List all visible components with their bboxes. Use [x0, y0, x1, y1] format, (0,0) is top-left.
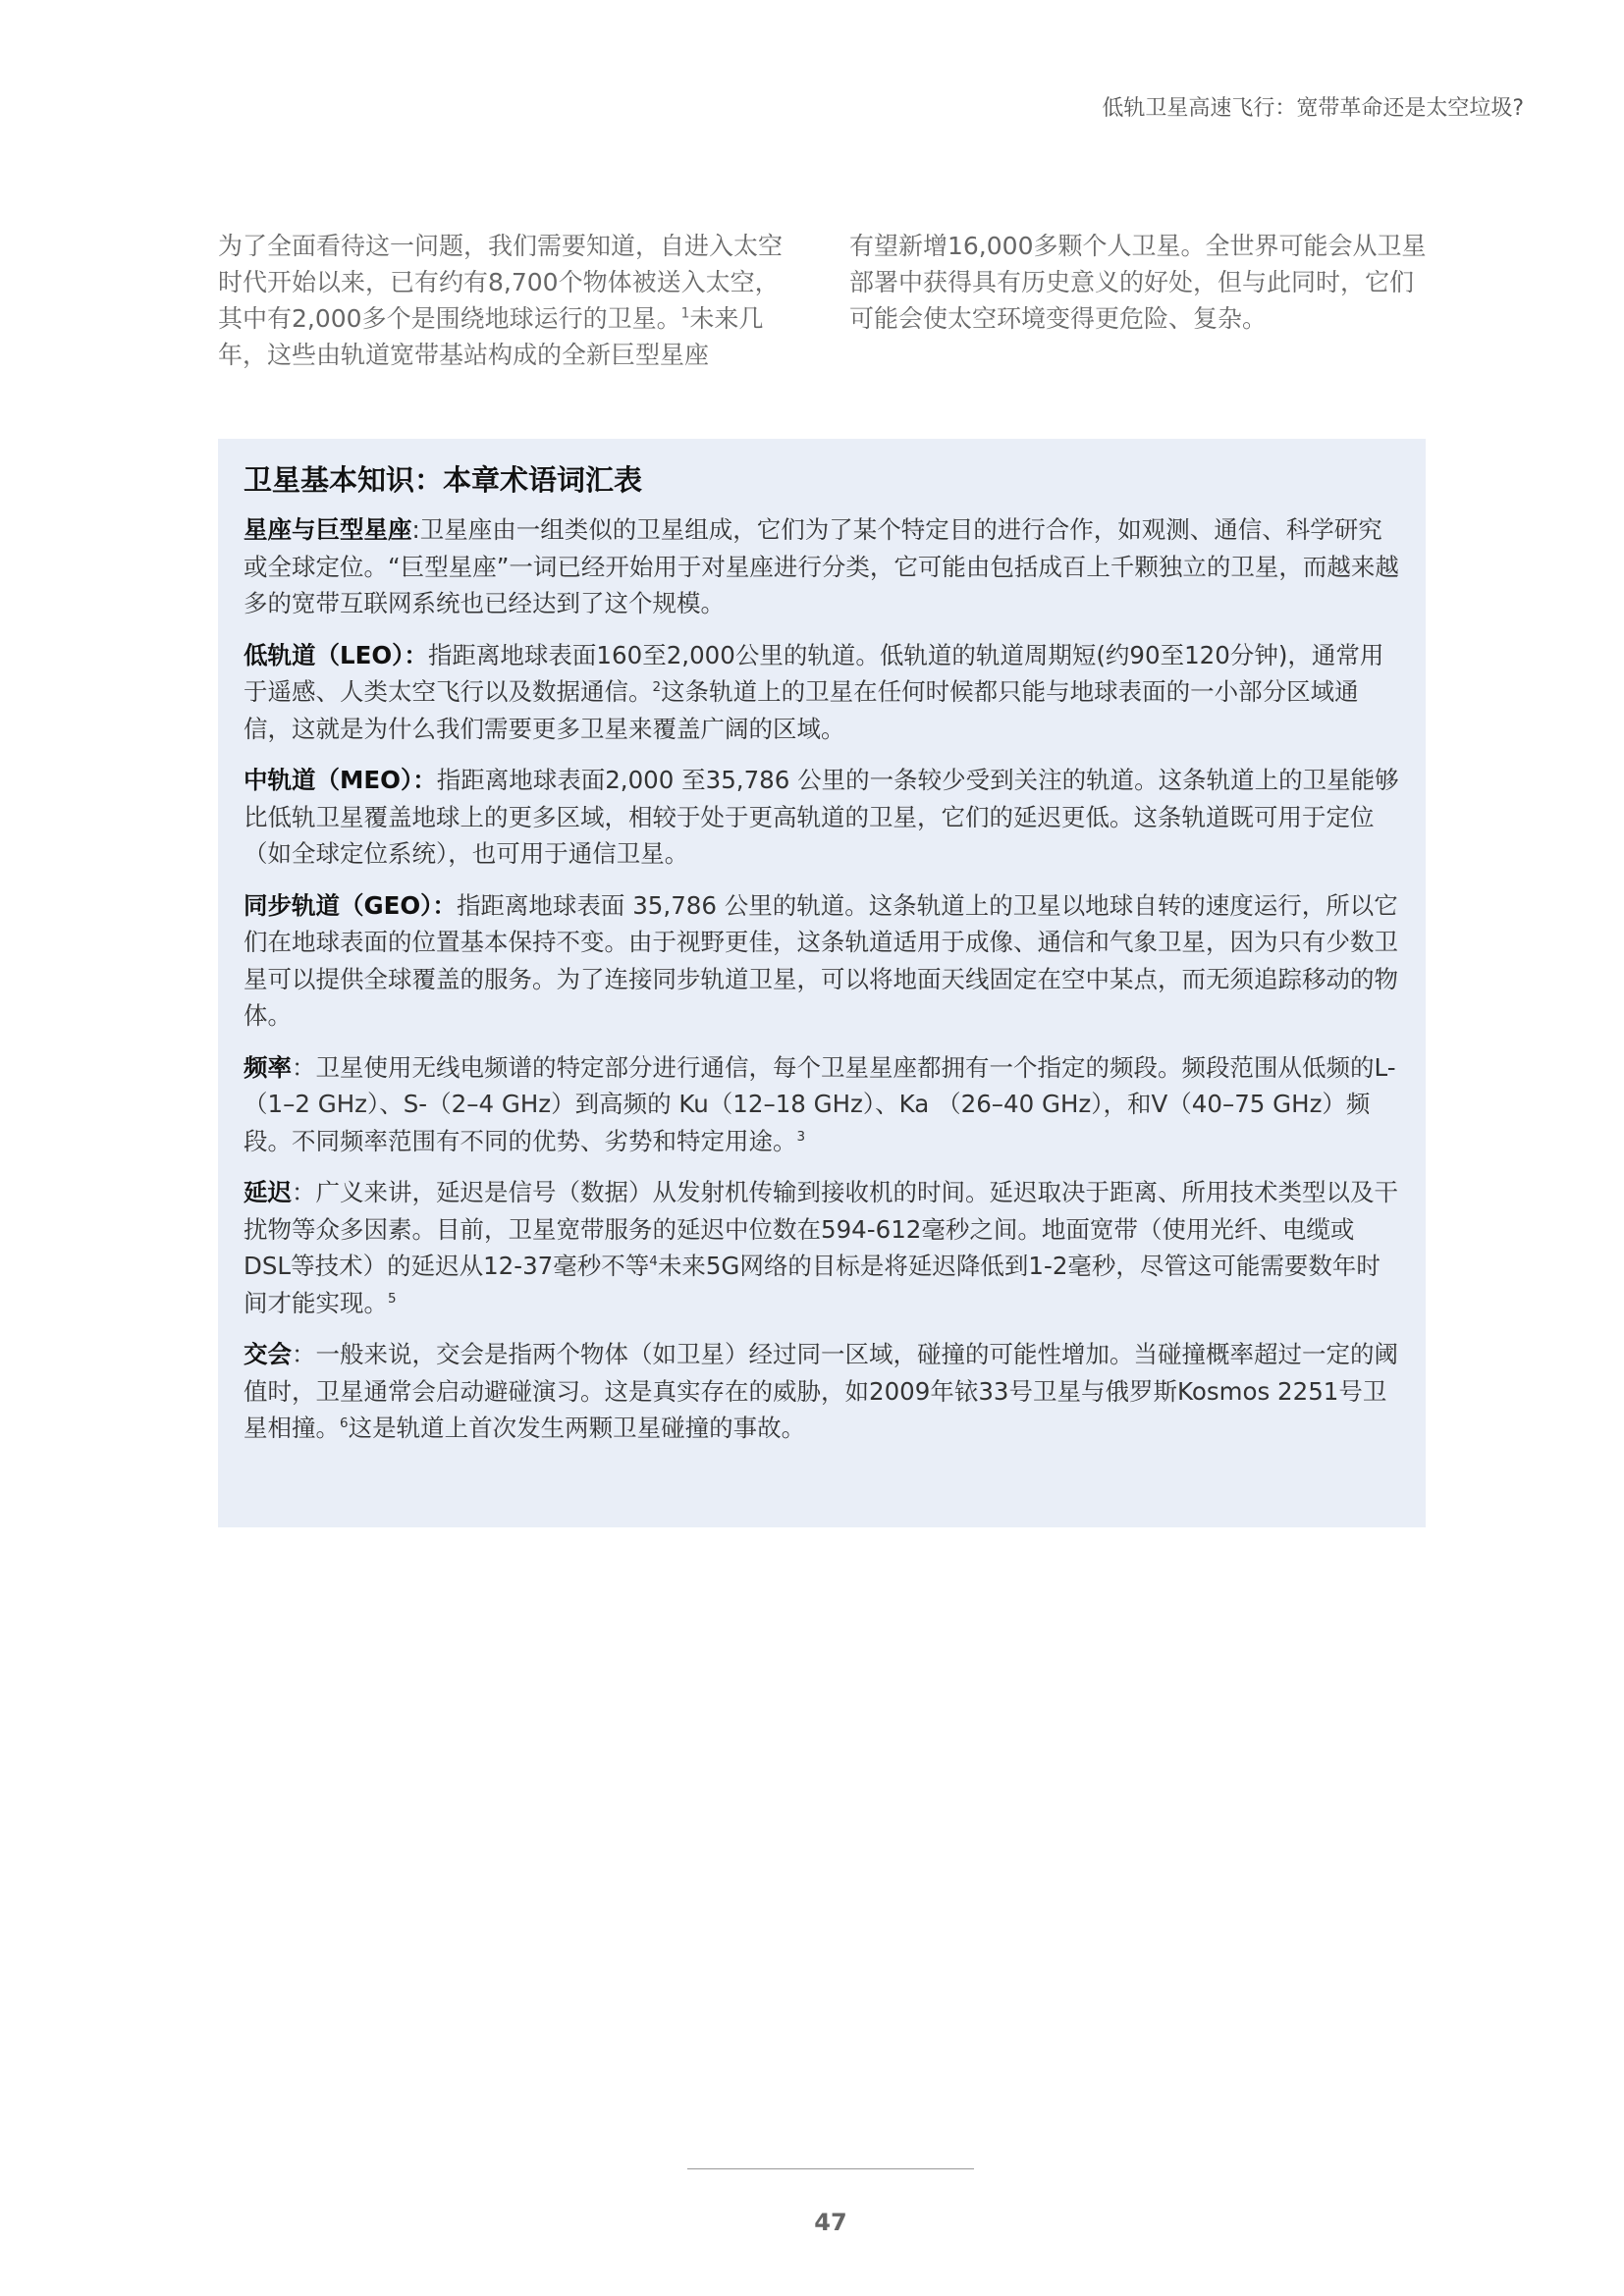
- footnote-ref[interactable]: 6: [340, 1415, 349, 1431]
- glossary-term: 中轨道: [244, 766, 316, 794]
- glossary-definition: 指距离地球表面2,000 至35,786 公里的一条较少受到关注的轨道。这条轨道上的卫星能够比低轨卫星覆盖地球上的更多区域，相较于处于更高轨道的卫星，它们的延迟更低。这条轨道既可用于定位（如全球定位系统），也可用于通信卫星。: [244, 766, 1399, 868]
- footnote-ref[interactable]: 1: [680, 305, 690, 322]
- glossary-definition: 卫星座由一组类似的卫星组成，它们为了某个特定目的进行合作，如观测、通信、科学研究或全球定位。“巨型星座”一词已经开始用于对星座进行分类，它可能由包括成百上千颗独立的卫星，而越来越多的宽带互联网系统也已经达到了这个规模。: [244, 515, 1399, 617]
- glossary-definition: 广义来讲，延迟是信号（数据）从发射机传输到接收机的时间。延迟取决于距离、所用技术类型以及干扰物等众多因素。目前，卫星宽带服务的延迟中位数在594-612毫秒之间。地面宽带（使用光纤、电缆或DSL等技术）的延迟从12-37毫秒不等: [244, 1178, 1398, 1280]
- intro-text: 为了全面看待这一问题，我们需要知道，自进入太空时代开始以来，已有约有8,700个物体被送入太空，其中有2,000多个是围绕地球运行的卫星。: [218, 232, 784, 333]
- running-header: 低轨卫星高速飞行：宽带革命还是太空垃圾?: [1102, 96, 1524, 121]
- glossary-term: 星座与巨型星座: [244, 515, 412, 544]
- glossary-definition: 指距离地球表面160至2,000公里的轨道。低轨道的轨道周期短(约90至120分钟)，通常用于遥感、人类太空飞行以及数据通信。: [244, 640, 1384, 706]
- footnote-ref[interactable]: 2: [652, 678, 662, 695]
- glossary-definition-continued: 这条轨道上的卫星在任何时候都只能与地球表面的一小部分区域通信，这就是为什么我们需要更多卫星来覆盖广阔的区域。: [244, 677, 1359, 743]
- glossary-term-abbrev: （MEO）：: [315, 766, 437, 794]
- footnote-ref[interactable]: 4: [649, 1253, 658, 1269]
- glossary-entry-constellation: [244, 511, 1400, 622]
- glossary-term-abbrev: （LEO）：: [315, 640, 428, 669]
- footer-divider: [687, 2168, 974, 2169]
- glossary-term: 同步轨道: [244, 890, 340, 920]
- glossary-definition: 指距离地球表面 35,786 公里的轨道。这条轨道上的卫星以地球自转的速度运行，所以它们在地球表面的位置基本保持不变。由于视野更佳，这条轨道适用于成像、通信和气象卫星，因为只有少数卫星可以提供全球覆盖的服务。为了连接同步轨道卫星，可以将地面天线固定在空中某点，而无须追踪移动的物体。: [244, 890, 1398, 1030]
- glossary-entry-leo: [244, 637, 1400, 748]
- glossary-separator: ：: [292, 1340, 316, 1368]
- glossary-separator: ：: [292, 1178, 316, 1206]
- glossary-definition: 卫星使用无线电频谱的特定部分进行通信，每个卫星星座都拥有一个指定的频段。频段范围从低频的L-（1–2 GHz）、S-（2–4 GHz）到高频的 Ku（12–18 GHz）、Ka （26–40 GHz），和V（40–75 GHz）频段。不同频率范围有不同的优势、劣势和特定用途。: [244, 1052, 1396, 1155]
- glossary-entry-geo: [244, 887, 1400, 1035]
- glossary-separator: :: [411, 515, 420, 544]
- glossary-title: 卫星基本知识：本章术语词汇表: [244, 463, 643, 497]
- intro-column-left: [218, 228, 797, 373]
- glossary-box: [218, 439, 1426, 1527]
- intro-paragraph-left: [218, 228, 797, 373]
- glossary-entry-conjunction: [244, 1336, 1400, 1447]
- glossary-entry-frequency: [244, 1049, 1400, 1160]
- intro-column-right: [849, 228, 1429, 337]
- intro-paragraph-right: 有望新增16,000多颗个人卫星。全世界可能会从卫星部署中获得具有历史意义的好处，但与此同时，它们可能会使太空环境变得更危险、复杂。: [849, 232, 1427, 333]
- glossary-entry-latency: [244, 1174, 1400, 1321]
- glossary-definition: 一般来说，交会是指两个物体（如卫星）经过同一区域，碰撞的可能性增加。当碰撞概率超过一定的阈值时，卫星通常会启动避碰演习。这是真实存在的威胁，如2009年铱33号卫星与俄罗斯Kosmos 2251号卫星相撞。: [244, 1340, 1398, 1442]
- page-number: 47: [814, 2209, 847, 2236]
- glossary-term: 延迟: [244, 1178, 292, 1206]
- glossary-term: 低轨道: [244, 640, 316, 669]
- glossary-separator: ：: [292, 1052, 316, 1082]
- intro-text-continued: 未来几年，这些由轨道宽带基站构成的全新巨型星座: [218, 304, 764, 369]
- glossary-definition-continued: 这是轨道上首次发生两颗卫星碰撞的事故。: [348, 1414, 806, 1442]
- glossary-term: 频率: [244, 1052, 292, 1082]
- footnote-ref[interactable]: 3: [796, 1128, 806, 1145]
- glossary-definition-continued: 未来5G网络的目标是将延迟降低到1-2毫秒，尽管这可能需要数年时间才能实现。: [244, 1252, 1380, 1317]
- glossary-term: 交会: [244, 1340, 292, 1368]
- footnote-ref[interactable]: 5: [388, 1290, 397, 1307]
- glossary-entry-meo: [244, 762, 1400, 873]
- glossary-term-abbrev: （GEO）：: [340, 890, 457, 920]
